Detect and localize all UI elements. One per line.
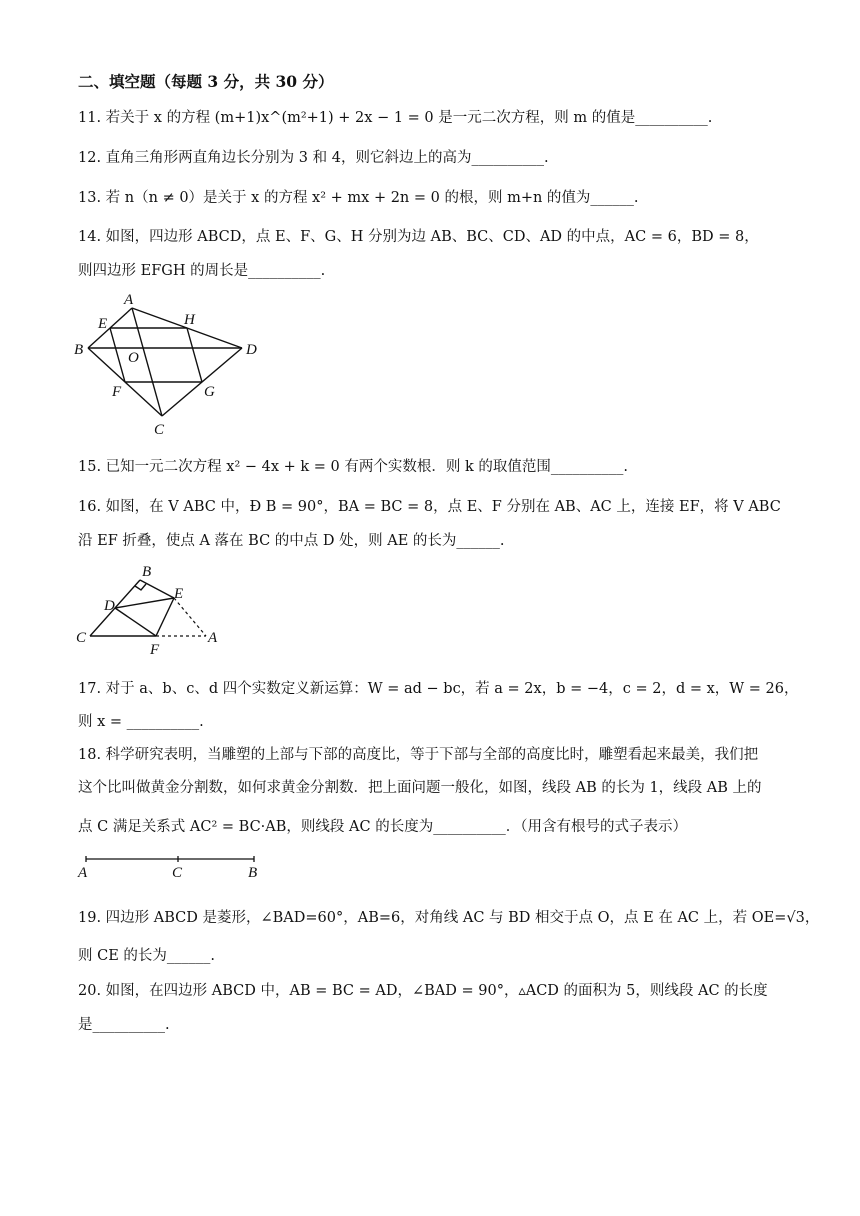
question-20-line-2: 是__________.: [78, 1017, 170, 1033]
question-11: 11. 若关于 x 的方程 (m+1)x^(m²+1) + 2x − 1 = 0 是一元二次方程，则 m 的值是__________.: [78, 110, 713, 126]
edge-gh: [187, 328, 202, 382]
label-e: E: [174, 586, 184, 602]
question-20-line-1: 20. 如图，在四边形 ABCD 中，AB = BC = AD，∠BAD = 90°，▵ACD 的面积为 5，则线段 AC 的长度: [78, 983, 768, 999]
label-c: C: [76, 630, 87, 646]
edge-df: [115, 608, 156, 636]
figure-16: [74, 560, 234, 658]
label-b: B: [74, 342, 84, 358]
label-g: G: [204, 384, 215, 400]
question-19-line-1: 19. 四边形 ABCD 是菱形，∠BAD=60°，AB=6，对角线 AC 与 BD 相交于点 O，点 E 在 AC 上，若 OE=√3，: [78, 910, 820, 926]
edge-ea-folded: [174, 598, 206, 636]
question-19-line-2: 则 CE 的长为______.: [78, 948, 216, 964]
question-18-line-3: 点 C 满足关系式 AC² = BC·AB，则线段 AC 的长度为__________．（用含有根号的式子表示）: [78, 819, 687, 835]
question-12: 12. 直角三角形两直角边长分别为 3 和 4，则它斜边上的高为__________.: [78, 150, 549, 166]
figure-18: [74, 850, 274, 884]
edge-ef: [110, 328, 125, 382]
label-f: F: [150, 642, 160, 658]
section-heading: 二、填空题（每题 3 分，共 30 分）: [78, 72, 334, 91]
right-angle-mark: [135, 584, 146, 590]
label-e: E: [98, 316, 108, 332]
question-17-line-1: 17. 对于 a、b、c、d 四个实数定义新运算：W = ad − bc，若 a = 2x，b = −4，c = 2，d = x，W = 26，: [78, 681, 799, 697]
question-18-line-2: 这个比叫做黄金分割数，如何求黄金分割数．把上面问题一般化，如图，线段 AB 的长为 1，线段 AB 上的: [78, 780, 762, 796]
label-c: C: [172, 865, 183, 881]
label-a: A: [208, 630, 218, 646]
question-13: 13. 若 n（n ≠ 0）是关于 x 的方程 x² + mx + 2n = 0 的根，则 m+n 的值为______.: [78, 190, 639, 206]
edge-be: [140, 580, 174, 598]
label-b: B: [248, 865, 258, 881]
figure-14: [70, 288, 270, 436]
label-a: A: [124, 292, 134, 308]
edge-fe: [156, 598, 174, 636]
question-14-line-1: 14. 如图，四边形 ABCD，点 E、F、G、H 分别为边 AB、BC、CD、AD 的中点，AC = 6，BD = 8，: [78, 229, 759, 245]
label-f: F: [112, 384, 122, 400]
question-15: 15. 已知一元二次方程 x² − 4x + k = 0 有两个实数根．则 k 的取值范围__________.: [78, 459, 629, 475]
question-16-line-2: 沿 EF 折叠，使点 A 落在 BC 的中点 D 处，则 AE 的长为______.: [78, 533, 505, 549]
label-d: D: [104, 598, 115, 614]
question-18-line-1: 18. 科学研究表明，当雕塑的上部与下部的高度比，等于下部与全部的高度比时，雕塑看起来最美，我们把: [78, 747, 759, 763]
question-17-line-2: 则 x = __________.: [78, 714, 204, 730]
question-14-line-2: 则四边形 EFGH 的周长是__________.: [78, 263, 326, 279]
label-o: O: [128, 350, 139, 366]
label-d: D: [246, 342, 257, 358]
edge-de: [115, 598, 174, 608]
label-a: A: [78, 865, 88, 881]
label-b: B: [142, 564, 152, 580]
label-h: H: [184, 312, 195, 328]
question-16-line-1: 16. 如图，在 V ABC 中，Ð B = 90°，BA = BC = 8，点 E、F 分别在 AB、AC 上，连接 EF，将 V ABC: [78, 499, 781, 515]
label-c: C: [154, 422, 165, 436]
